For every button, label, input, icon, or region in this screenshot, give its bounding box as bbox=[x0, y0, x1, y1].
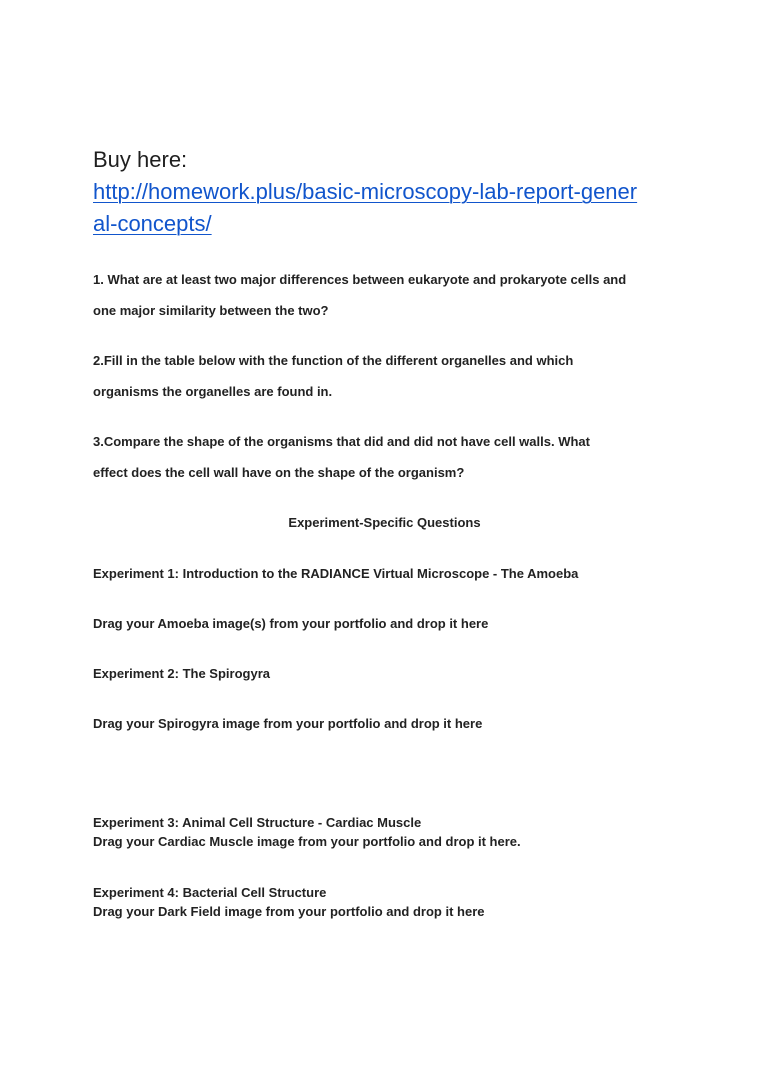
question-2-line-2: organisms the organelles are found in. bbox=[93, 384, 333, 399]
question-1-line-1: 1. What are at least two major differences between eukaryote and prokaryote cells and bbox=[93, 272, 627, 287]
purchase-link-line-1[interactable]: http://homework.plus/basic-microscopy-lab-report-gener bbox=[93, 179, 638, 204]
experiment-1-title: Experiment 1: Introduction to the RADIANCE Virtual Microscope - The Amoeba bbox=[93, 566, 579, 581]
experiment-2-title: Experiment 2: The Spirogyra bbox=[93, 666, 270, 681]
experiment-1-instruction: Drag your Amoeba image(s) from your portfolio and drop it here bbox=[93, 616, 489, 631]
experiment-4-instruction: Drag your Dark Field image from your portfolio and drop it here bbox=[93, 904, 485, 919]
question-3-line-1: 3.Compare the shape of the organisms that did and did not have cell walls. What bbox=[93, 434, 590, 449]
experiment-2-instruction: Drag your Spirogyra image from your portfolio and drop it here bbox=[93, 716, 483, 731]
question-2-line-1: 2.Fill in the table below with the function of the different organelles and which bbox=[93, 353, 574, 368]
buy-here-label: Buy here: bbox=[93, 147, 188, 172]
question-1-line-2: one major similarity between the two? bbox=[93, 303, 329, 318]
experiment-3-instruction: Drag your Cardiac Muscle image from your portfolio and drop it here. bbox=[93, 834, 521, 849]
question-3-line-2: effect does the cell wall have on the shape of the organism? bbox=[93, 465, 465, 480]
experiment-4-title: Experiment 4: Bacterial Cell Structure bbox=[93, 885, 327, 900]
purchase-link-line-2[interactable]: al-concepts/ bbox=[93, 211, 212, 236]
section-title: Experiment-Specific Questions bbox=[288, 515, 481, 530]
experiment-3-title: Experiment 3: Animal Cell Structure - Cardiac Muscle bbox=[93, 815, 422, 830]
